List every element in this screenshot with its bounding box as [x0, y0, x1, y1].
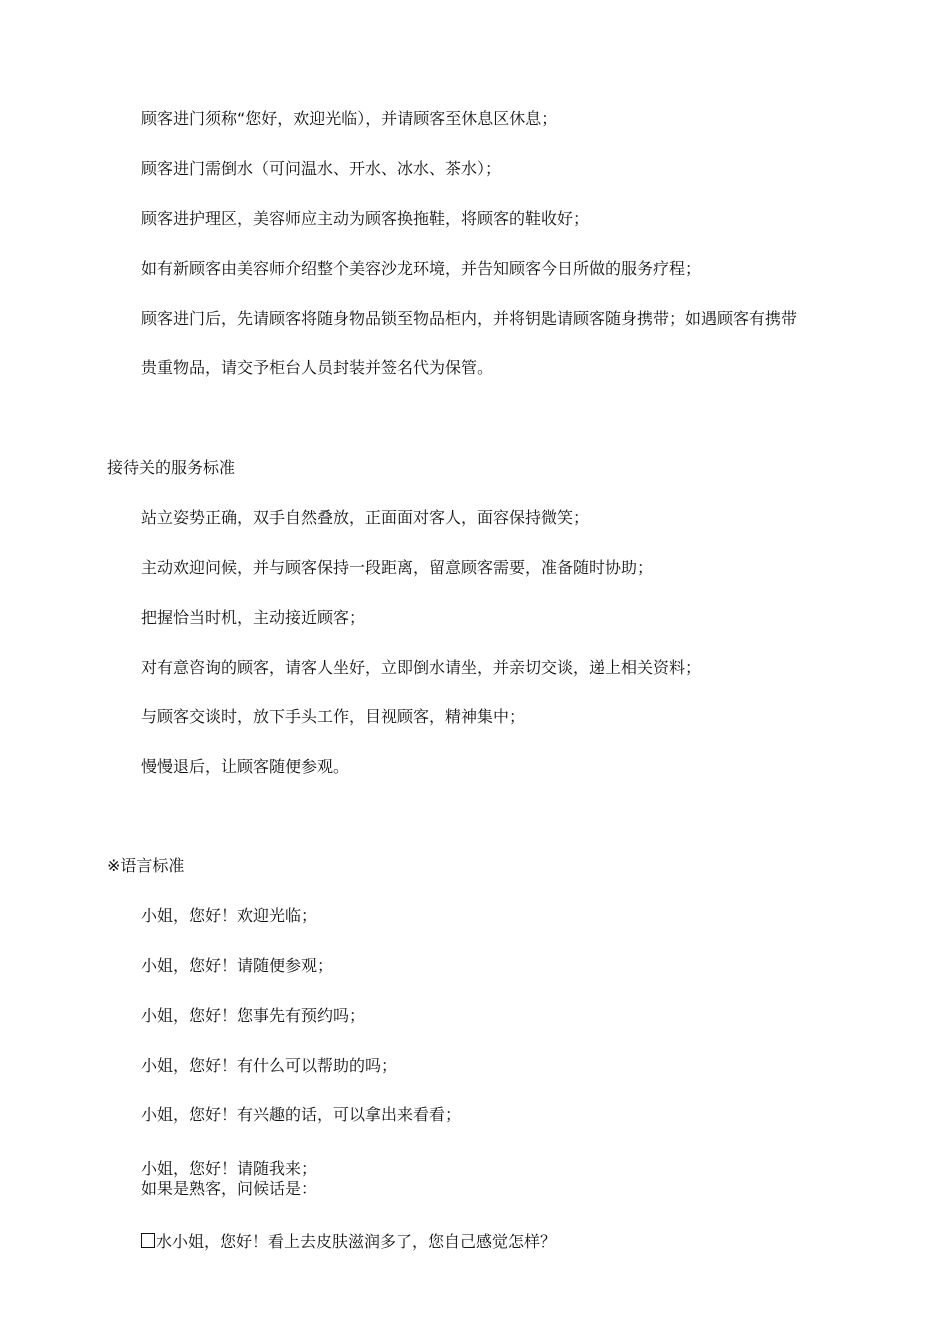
section-heading: ※语言标准 [107, 856, 185, 875]
paragraph-line: 贵重物品，请交予柜台人员封装并签名代为保管。 [141, 358, 494, 377]
section-heading: 接待关的服务标准 [107, 458, 236, 477]
paragraph-line: 把握恰当时机，主动接近顾客； [141, 608, 366, 627]
paragraph-line: 小姐，您好！您事先有预约吗； [141, 1006, 366, 1025]
paragraph-line: 小姐，您好！请随便参观； [141, 956, 334, 975]
paragraph-line: 小姐，您好！欢迎光临； [141, 906, 318, 925]
paragraph-line: 站立姿势正确，双手自然叠放，正面面对客人，面容保持微笑； [141, 508, 590, 527]
familiar-greeting-text: 水小姐，您好！看上去皮肤滋润多了，您自己感觉怎样？ [156, 1232, 557, 1251]
paragraph-line: 对有意咨询的顾客，请客人坐好，立即倒水请坐，并亲切交谈，递上相关资料； [141, 658, 702, 677]
checkbox-square-icon [141, 1233, 155, 1248]
paragraph-line: 顾客进门需倒水（可问温水、开水、冰水、茶水）； [141, 159, 502, 178]
paragraph-line: 主动欢迎问候，并与顾客保持一段距离，留意顾客需要，准备随时协助； [141, 558, 654, 577]
paragraph-line: 与顾客交谈时，放下手头工作，目视顾客，精神集中； [141, 707, 526, 726]
paragraph-line [141, 1232, 556, 1252]
paragraph-line: 小姐，您好！有什么可以帮助的吗； [141, 1056, 398, 1075]
paragraph-line: 如有新顾客由美容师介绍整个美容沙龙环境，并告知顾客今日所做的服务疗程； [141, 259, 702, 278]
paragraph-line: 顾客进门须称“您好，欢迎光临），并请顾客至休息区休息； [141, 109, 558, 128]
paragraph-line: 顾客进护理区，美容师应主动为顾客换拖鞋，将顾客的鞋收好； [141, 209, 590, 228]
paragraph-line: 如果是熟客，问候话是： [141, 1179, 318, 1198]
paragraph-line: 小姐，您好！有兴趣的话，可以拿出来看看； [141, 1105, 462, 1124]
paragraph-line: 慢慢退后，让顾客随便参观。 [141, 757, 350, 776]
paragraph-line: 小姐，您好！请随我来； [141, 1159, 318, 1178]
paragraph-line: 顾客进门后，先请顾客将随身物品锁至物品柜内，并将钥匙请顾客随身携带；如遇顾客有携带 [141, 309, 798, 328]
